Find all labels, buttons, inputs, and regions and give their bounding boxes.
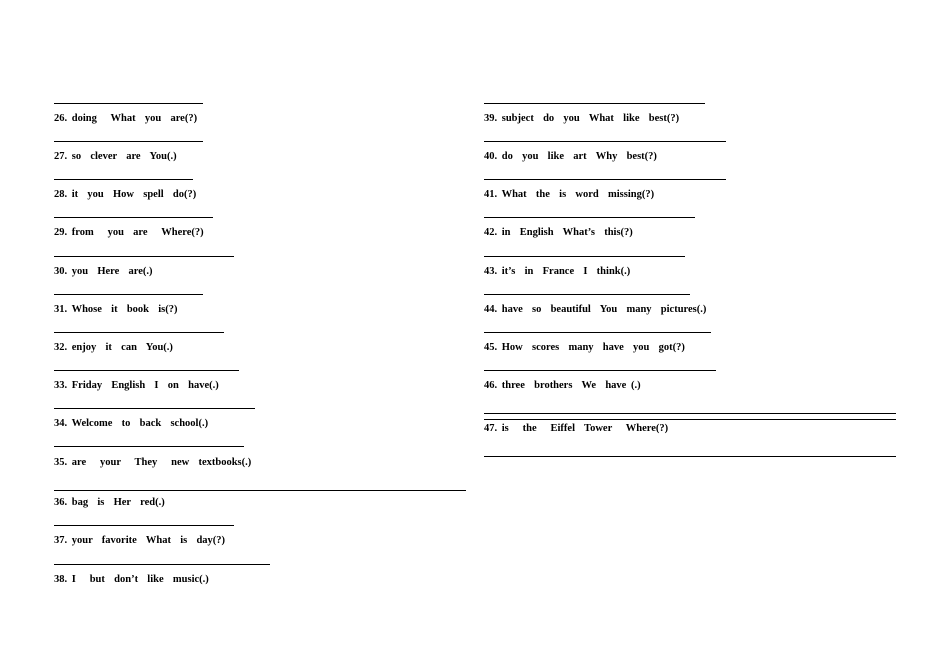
answer-line[interactable] bbox=[484, 456, 896, 457]
answer-line[interactable] bbox=[54, 408, 255, 409]
question-number: 34. bbox=[54, 418, 68, 429]
question-33 bbox=[54, 380, 219, 392]
answer-line[interactable] bbox=[484, 179, 726, 180]
answer-line[interactable] bbox=[484, 370, 716, 371]
question-31 bbox=[54, 304, 178, 316]
question-26 bbox=[54, 113, 197, 125]
question-text: is the Eiffel Tower Where(?) bbox=[501, 423, 669, 434]
question-text: Whose it book is(?) bbox=[71, 304, 178, 315]
question-text: bag is Her red(.) bbox=[71, 497, 165, 508]
question-45 bbox=[484, 342, 685, 354]
question-number: 45. bbox=[484, 342, 498, 353]
question-number: 47. bbox=[484, 423, 498, 434]
answer-line[interactable] bbox=[484, 217, 695, 218]
answer-line[interactable] bbox=[484, 294, 690, 295]
question-number: 29. bbox=[54, 227, 68, 238]
question-number: 37. bbox=[54, 535, 68, 546]
answer-line[interactable] bbox=[54, 179, 193, 180]
question-text: What the is word missing(?) bbox=[501, 189, 655, 200]
question-27 bbox=[54, 151, 177, 163]
question-number: 40. bbox=[484, 151, 498, 162]
question-text: your favorite What is day(?) bbox=[71, 535, 226, 546]
answer-line[interactable] bbox=[484, 413, 896, 414]
question-34 bbox=[54, 418, 208, 430]
question-text: from you are Where(?) bbox=[71, 227, 204, 238]
answer-line[interactable] bbox=[54, 490, 466, 491]
question-number: 36. bbox=[54, 497, 68, 508]
question-number: 32. bbox=[54, 342, 68, 353]
answer-line[interactable] bbox=[54, 332, 224, 333]
question-32 bbox=[54, 342, 173, 354]
question-40 bbox=[484, 151, 657, 163]
question-number: 35. bbox=[54, 457, 68, 468]
question-text: How scores many have you got(?) bbox=[501, 342, 685, 353]
question-36 bbox=[54, 497, 165, 509]
answer-line[interactable] bbox=[484, 419, 896, 420]
answer-line[interactable] bbox=[54, 446, 244, 447]
question-number: 28. bbox=[54, 189, 68, 200]
question-text: Welcome to back school(.) bbox=[71, 418, 209, 429]
question-39 bbox=[484, 113, 679, 125]
question-41 bbox=[484, 189, 654, 201]
question-37 bbox=[54, 535, 225, 547]
question-47 bbox=[484, 423, 668, 435]
question-30 bbox=[54, 266, 153, 278]
question-number: 46. bbox=[484, 380, 498, 391]
question-43 bbox=[484, 266, 630, 278]
question-29 bbox=[54, 227, 204, 239]
question-text: subject do you What like best(?) bbox=[501, 113, 680, 124]
question-42 bbox=[484, 227, 633, 239]
question-number: 42. bbox=[484, 227, 498, 238]
answer-line[interactable] bbox=[54, 103, 203, 104]
question-44 bbox=[484, 304, 706, 316]
question-35 bbox=[54, 457, 251, 469]
question-number: 26. bbox=[54, 113, 68, 124]
answer-line[interactable] bbox=[484, 141, 726, 142]
question-46 bbox=[484, 380, 641, 392]
question-number: 43. bbox=[484, 266, 498, 277]
answer-line[interactable] bbox=[54, 525, 234, 526]
question-number: 41. bbox=[484, 189, 498, 200]
question-text: it’s in France I think(.) bbox=[501, 266, 631, 277]
question-text: doing What you are(?) bbox=[71, 113, 198, 124]
question-text: in English What’s this(?) bbox=[501, 227, 633, 238]
question-text: so clever are You(.) bbox=[71, 151, 177, 162]
question-text: enjoy it can You(.) bbox=[71, 342, 173, 353]
question-number: 30. bbox=[54, 266, 68, 277]
question-number: 39. bbox=[484, 113, 498, 124]
question-text: three brothers We have (.) bbox=[501, 380, 641, 391]
question-number: 44. bbox=[484, 304, 498, 315]
question-text: you Here are(.) bbox=[71, 266, 153, 277]
question-number: 33. bbox=[54, 380, 68, 391]
answer-line[interactable] bbox=[54, 370, 239, 371]
question-number: 31. bbox=[54, 304, 68, 315]
answer-line[interactable] bbox=[484, 256, 685, 257]
question-text: it you How spell do(?) bbox=[71, 189, 197, 200]
answer-line[interactable] bbox=[54, 564, 270, 565]
question-28 bbox=[54, 189, 196, 201]
question-text: have so beautiful You many pictures(.) bbox=[501, 304, 707, 315]
answer-line[interactable] bbox=[484, 332, 711, 333]
answer-line[interactable] bbox=[54, 217, 213, 218]
question-number: 27. bbox=[54, 151, 68, 162]
question-text: do you like art Why best(?) bbox=[501, 151, 657, 162]
answer-line[interactable] bbox=[54, 141, 203, 142]
answer-line[interactable] bbox=[54, 256, 234, 257]
answer-line[interactable] bbox=[484, 103, 705, 104]
question-text: Friday English I on have(.) bbox=[71, 380, 219, 391]
question-text: I but don’t like music(.) bbox=[71, 574, 209, 585]
question-number: 38. bbox=[54, 574, 68, 585]
answer-line[interactable] bbox=[54, 294, 203, 295]
question-text: are your They new textbooks(.) bbox=[71, 457, 252, 468]
question-38 bbox=[54, 574, 209, 586]
